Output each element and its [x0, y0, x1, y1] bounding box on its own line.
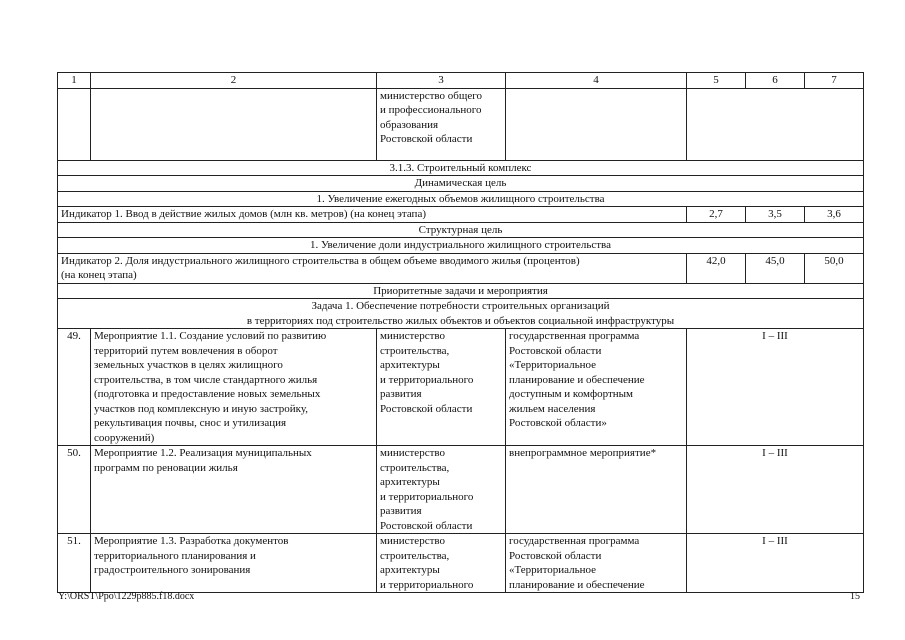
- executor-cell: министерство строительства, архитектуры и территориального развития Ростовской области: [377, 329, 506, 446]
- table-row: [58, 534, 864, 593]
- indicator-text: Индикатор 2. Доля индустриального жилищного строительства в общем объеме вводимого жилья (процентов) (на конец этапа): [58, 253, 687, 283]
- program-cell: государственная программа Ростовской области «Территориальное планирование и обеспечение: [506, 534, 687, 593]
- section-title: 3.1.3. Строительный комплекс: [58, 160, 864, 176]
- stage-cell: I – III: [687, 446, 864, 534]
- page-number: 15: [850, 591, 860, 602]
- indicator-value: 50,0: [805, 253, 864, 283]
- indicator-text: Индикатор 1. Ввод в действие жилых домов (млн кв. метров) (на конец этапа): [58, 207, 687, 223]
- header-cell: 3: [377, 73, 506, 89]
- file-path: Y:\ORST\Ppo\1229p885.f18.docx: [58, 591, 195, 602]
- header-cell: 5: [687, 73, 746, 89]
- header-cell: 4: [506, 73, 687, 89]
- dynamic-goal-row: [58, 176, 864, 192]
- structural-goal-item-row: [58, 238, 864, 254]
- indicator-row: [58, 253, 864, 283]
- continued-row: [58, 88, 864, 160]
- dynamic-goal-item: 1. Увеличение ежегодных объемов жилищного строительства: [58, 191, 864, 207]
- priorities-heading: Приоритетные задачи и мероприятия: [58, 283, 864, 299]
- indicator-value: 42,0: [687, 253, 746, 283]
- header-cell: 6: [746, 73, 805, 89]
- indicator-value: 2,7: [687, 207, 746, 223]
- strategy-table: [57, 72, 864, 593]
- row-number: 50.: [58, 446, 91, 534]
- structural-goal-item: 1. Увеличение доли индустриального жилищного строительства: [58, 238, 864, 254]
- header-cell: 1: [58, 73, 91, 89]
- activity-cell: Мероприятие 1.1. Создание условий по развитию территорий путем вовлечения в оборот земельных участков в целях жилищного строительства, в том числе стандартного жилья (подготовка и предоставление новых земельных участков под комплексную и иную застройку, рекультивация почвы, снос и утилизация сооружений): [91, 329, 377, 446]
- executor-cell: министерство строительства, архитектуры и территориального развития Ростовской области: [377, 446, 506, 534]
- indicator-value: 3,5: [746, 207, 805, 223]
- stage-cell: I – III: [687, 329, 864, 446]
- indicator-value: 45,0: [746, 253, 805, 283]
- table-row: [58, 446, 864, 534]
- section-title-row: [58, 160, 864, 176]
- structural-goal-heading: Структурная цель: [58, 222, 864, 238]
- task-heading: Задача 1. Обеспечение потребности строительных организаций в территориях под строительство жилых объектов и объектов социальной инфраструктуры: [58, 299, 864, 329]
- indicator-row: [58, 207, 864, 223]
- header-cell: 2: [91, 73, 377, 89]
- row-number: 49.: [58, 329, 91, 446]
- dynamic-goal-heading: Динамическая цель: [58, 176, 864, 192]
- activity-cell: Мероприятие 1.3. Разработка документов территориального планирования и градостроительного зонирования: [91, 534, 377, 593]
- program-cell: государственная программа Ростовской области «Территориальное планирование и обеспечение доступным и комфортным жильем населения Ростовской области»: [506, 329, 687, 446]
- activity-cell: Мероприятие 1.2. Реализация муниципальных программ по реновации жилья: [91, 446, 377, 534]
- priorities-row: [58, 283, 864, 299]
- indicator-value: 3,6: [805, 207, 864, 223]
- executor-cell: министерство строительства, архитектуры и территориального: [377, 534, 506, 593]
- header-cell: 7: [805, 73, 864, 89]
- column-number-row: [58, 73, 864, 89]
- row-number: 51.: [58, 534, 91, 593]
- task-row: [58, 299, 864, 329]
- program-cell: внепрограммное мероприятие*: [506, 446, 687, 534]
- table-row: [58, 329, 864, 446]
- dynamic-goal-item-row: [58, 191, 864, 207]
- structural-goal-row: [58, 222, 864, 238]
- stage-cell: I – III: [687, 534, 864, 593]
- executor-cell: министерство общего и профессионального образования Ростовской области: [377, 88, 506, 160]
